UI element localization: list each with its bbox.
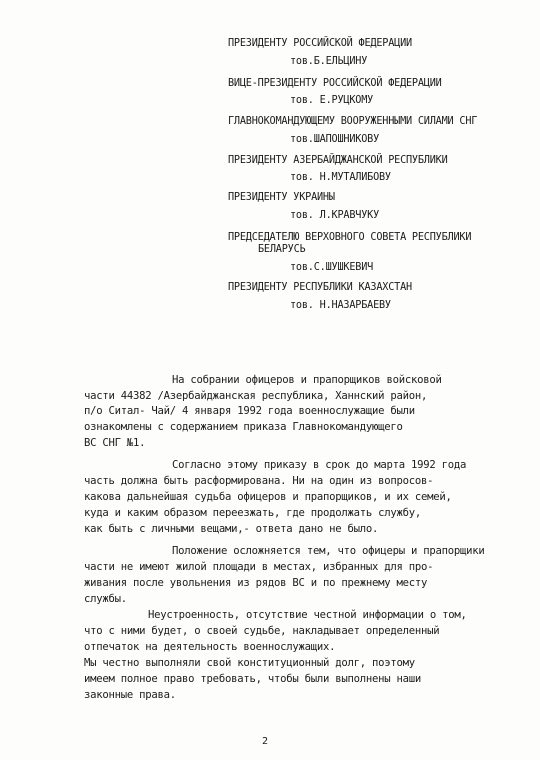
addressee-2-name: тов. Е.РУЦКОМУ [290, 95, 374, 106]
body-line: что с ними будет, о своей судьбе, накладывает определенный [84, 625, 440, 637]
body-line: Согласно этому приказу в срок до марта 1992 года [172, 459, 467, 471]
body-line: п/о Ситал- Чай/ 4 января 1992 года военнослужащие были [84, 405, 415, 417]
addressee-6-title2: БЕЛАРУСЬ [258, 244, 306, 255]
body-line: законные права. [84, 689, 176, 701]
addressee-3-title: ГЛАВНОКОМАНДУЮЩЕМУ ВООРУЖЕННЫМИ СИЛАМИ СНГ [228, 116, 478, 127]
body-line: отпечаток на деятельность военнослужащих. [84, 641, 336, 653]
body-line: части 44382 /Азербайджанская республика, Ханнский район, [84, 390, 428, 402]
body-line: какова дальнейшая судьба офицеров и прапорщиков, и их семей, [84, 491, 452, 503]
body-line: Неустроенность, отсутствие честной информации о том, [148, 609, 467, 621]
body-line: ознакомлены с содержанием приказа Главнокомандующего [84, 421, 403, 433]
body-line: Мы честно выполняли свой конституционный долг, поэтому [84, 657, 415, 669]
addressee-4-name: тов. Н.МУТАЛИБОВУ [290, 172, 391, 183]
body-line: Положение осложняется тем, что офицеры и прапорщики [172, 545, 485, 557]
addressee-7-name: тов. Н.НАЗАРБАЕВУ [290, 300, 391, 311]
addressee-3-name: тов.ШАПОШНИКОВУ [290, 134, 380, 145]
addressee-4-title: ПРЕЗИДЕНТУ АЗЕРБАЙДЖАНСКОЙ РЕСПУБЛИКИ [228, 155, 448, 166]
body-line: службы. [84, 593, 127, 605]
body-line: как быть с личными вещами,- ответа дано не было. [84, 523, 379, 535]
addressee-1-title: ПРЕЗИДЕНТУ РОССИЙСКОЙ ФЕДЕРАЦИИ [228, 38, 412, 49]
body-line: части не имеют жилой площади в местах, избранных для про- [84, 561, 434, 573]
addressee-6-name: тов.С.ШУШКЕВИЧ [290, 262, 374, 273]
body-line: часть должна быть расформирована. Ни на один из вопросов- [84, 475, 434, 487]
body-line: ВС СНГ №1. [84, 437, 146, 449]
addressee-5-title: ПРЕЗИДЕНТУ УКРАИНЫ [228, 192, 335, 203]
body-line: имеем полное право требовать, чтобы были выполнены наши [84, 673, 422, 685]
body-line: куда и каким образом переезжать, где продолжать службу, [84, 507, 422, 519]
addressee-2-title: ВИЦЕ-ПРЕЗИДЕНТУ РОССИЙСКОЙ ФЕДЕРАЦИИ [228, 78, 442, 89]
addressee-1-name: тов.Б.ЕЛЬЦИНУ [290, 56, 368, 67]
addressee-6-title: ПРЕДСЕДАТЕЛЮ ВЕРХОВНОГО СОВЕТА РЕСПУБЛИКИ [228, 232, 472, 243]
body-line: На собрании офицеров и прапорщиков войсковой [172, 374, 442, 386]
body-line: живания после увольнения из рядов ВС и по прежнему месту [84, 577, 428, 589]
page-number: 2 [262, 736, 269, 747]
addressee-7-title: ПРЕЗИДЕНТУ РЕСПУБЛИКИ КАЗАХСТАН [228, 282, 412, 293]
addressee-5-name: тов. Л.КРАВЧУКУ [290, 210, 380, 221]
